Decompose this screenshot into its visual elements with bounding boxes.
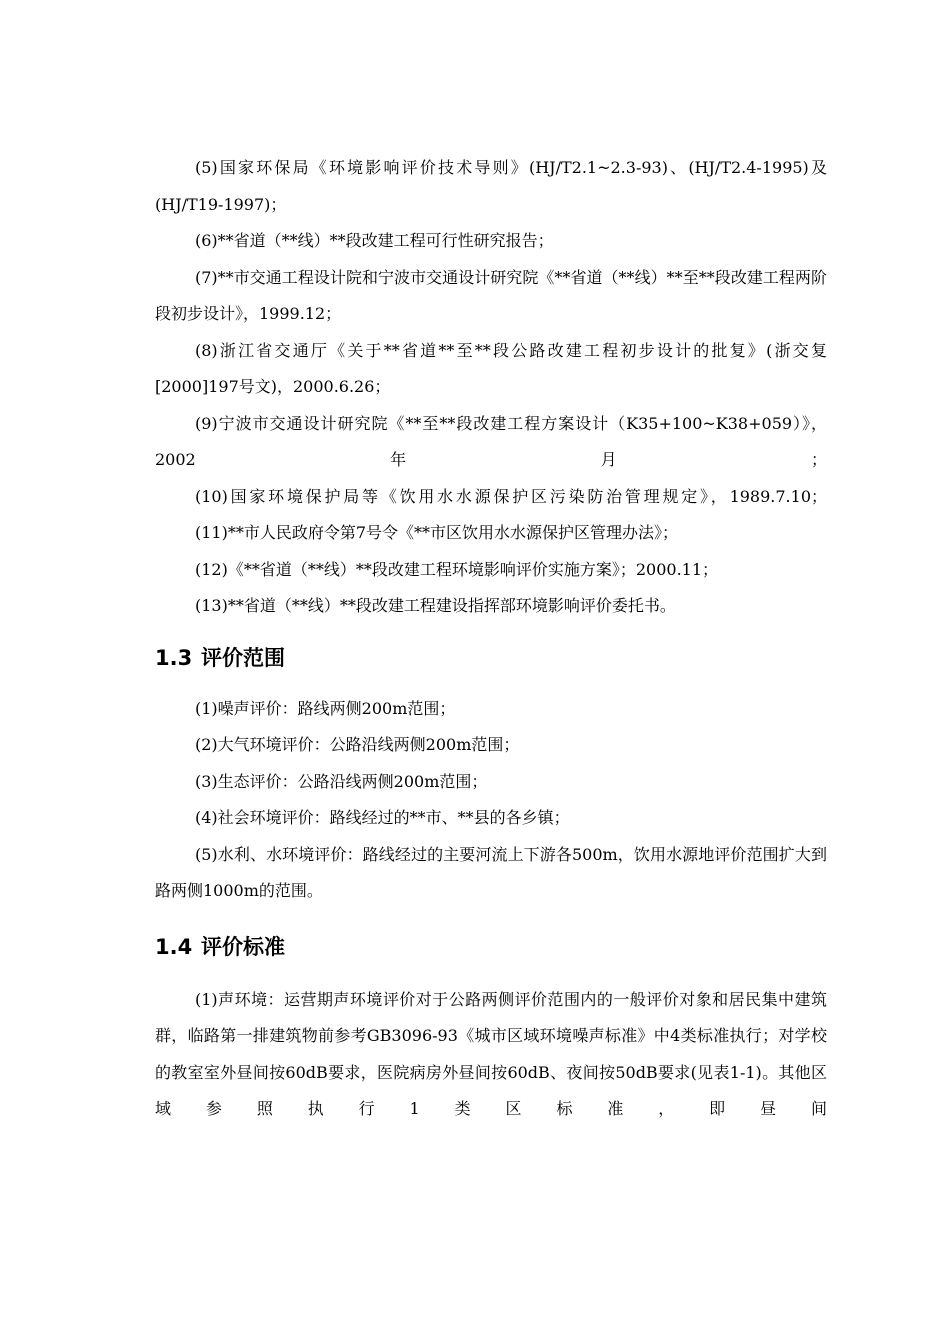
reference-item-11: (11)**市人民政府令第7号令《**市区饮用水水源保护区管理办法》； bbox=[195, 523, 679, 542]
reference-item-10: (10)国家环境保护局等《饮用水水源保护区污染防治管理规定》，1989.7.10； bbox=[195, 486, 827, 506]
reference-item-6: (6)**省道（**线）**段改建工程可行性研究报告； bbox=[195, 231, 554, 250]
scope-item-ecology: (3)生态评价：公路沿线两侧200m范围； bbox=[195, 771, 488, 791]
reference-item-7: (7)**市交通工程设计院和宁波市交通设计研究院《**省道（**线）**至**段改建工程两阶段初步设计》，1999.12； bbox=[155, 267, 827, 323]
scope-item-air: (2)大气环境评价：公路沿线两侧200m范围； bbox=[195, 735, 520, 754]
section-heading-1-4 bbox=[155, 932, 827, 962]
reference-item-9: (9)宁波市交通设计研究院《**至**段改建工程方案设计（K35+100~K38+059）》，2002年月； bbox=[155, 413, 827, 469]
section-heading-1-3 bbox=[155, 643, 827, 673]
reference-list bbox=[155, 150, 827, 625]
scope-item-noise: (1)噪声评价：路线两侧200m范围； bbox=[195, 698, 456, 718]
section-title: 评价范围 bbox=[201, 645, 285, 670]
document-body bbox=[155, 150, 827, 1128]
section-title: 评价标准 bbox=[201, 934, 285, 959]
scope-item-water: (5)水利、水环境评价：路线经过的主要河流上下游各500m，饮用水源地评价范围扩大到路两侧1000m的范围。 bbox=[155, 844, 827, 900]
reference-item-13: (13)**省道（**线）**段改建工程建设指挥部环境影响评价委托书。 bbox=[195, 596, 676, 615]
reference-item-5: (5)国家环保局《环境影响评价技术导则》(HJ/T2.1~2.3-93)、(HJ/T2.4-1995)及(HJ/T19-1997)； bbox=[155, 158, 827, 214]
scope-item-social: (4)社会环境评价：路线经过的**市、**县的各乡镇； bbox=[195, 808, 570, 827]
section-number: 1.4 bbox=[155, 934, 193, 959]
section-number: 1.3 bbox=[155, 645, 193, 670]
evaluation-standard-list bbox=[155, 982, 827, 1128]
reference-item-12: (12)《**省道（**线）**段改建工程环境影响评价实施方案》；2000.11； bbox=[195, 559, 719, 579]
reference-item-8: (8)浙江省交通厅《关于**省道**至**段公路改建工程初步设计的批复》(浙交复[2000]197号文)，2000.6.26； bbox=[155, 340, 827, 396]
evaluation-scope-list bbox=[155, 691, 827, 910]
standard-item-sound: (1)声环境：运营期声环境评价对于公路两侧评价范围内的一般评价对象和居民集中建筑群，临路第一排建筑物前参考GB3096-93《城市区域环境噪声标准》中4类标准执行；对学校的教室室外昼间按60dB要求，医院病房外昼间按60dB、夜间按50dB要求(见表1-1)。其他区域参照执行1类区标准，即昼间 bbox=[155, 989, 827, 1118]
